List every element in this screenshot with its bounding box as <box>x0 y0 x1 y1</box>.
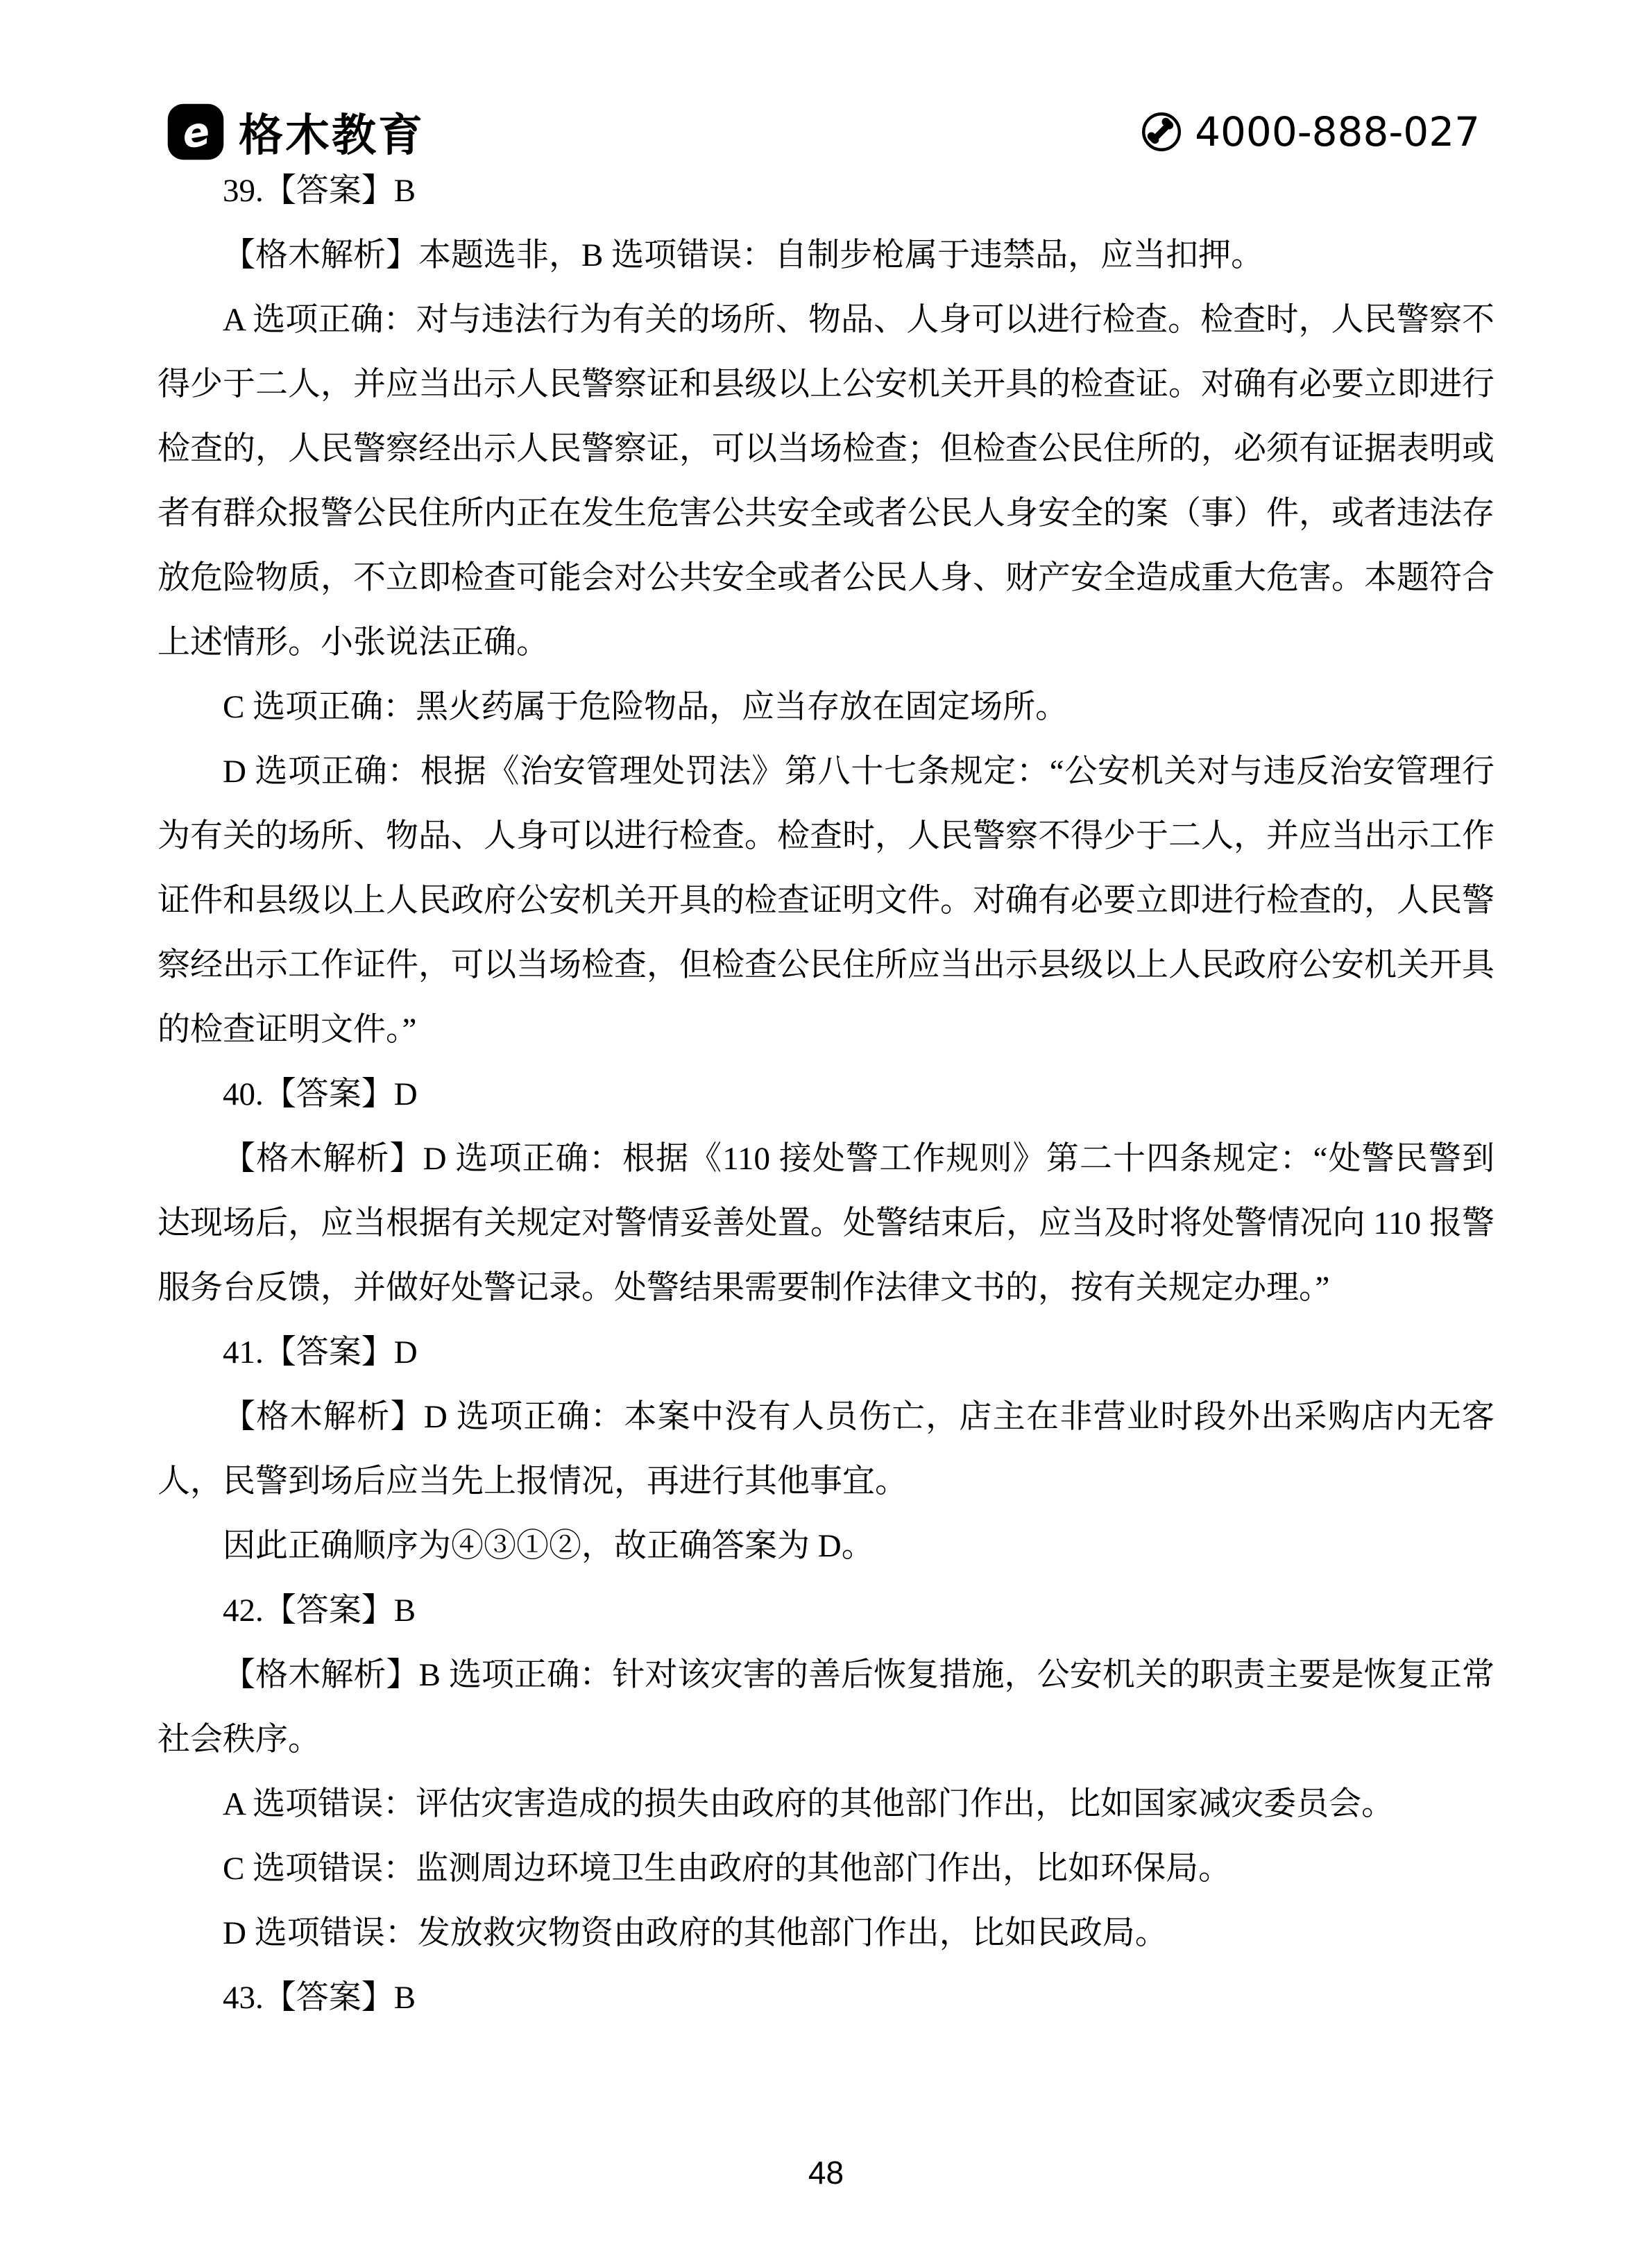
gemu-logo-icon <box>167 103 225 161</box>
paragraph: 40.【答案】D <box>223 1076 418 1112</box>
paragraph: 42.【答案】B <box>223 1593 416 1629</box>
page-number: 48 <box>808 2155 844 2191</box>
svg-text:e: e <box>178 107 214 158</box>
phone-icon <box>1139 110 1184 154</box>
paragraph: 39.【答案】B <box>223 173 416 209</box>
page-footer <box>0 2154 1652 2191</box>
paragraph: 41.【答案】D <box>223 1334 418 1370</box>
brand-name: 格木教育 <box>239 110 425 160</box>
page-header <box>167 96 1480 168</box>
paragraph: D 选项正确：根据《治安管理处罚法》第八十七条规定：“公安机关对与违反治安管理行为有关的场所、物品、人身可以进行检查。检查时，人民警察不得少于二人，并应当出示工作证件和县级以上人民政府公安机关开具的检查证明文件。对确有必要立即进行检查的，人民警察经出示工作证件，可以当场检查，但检查公民住所应当出示县级以上人民政府公安机关开具的检查证明文件。” <box>157 754 1495 1048</box>
phone-number: 4000-888-027 <box>1195 108 1480 155</box>
paragraph: 【格木解析】B 选项正确：针对该灾害的善后恢复措施，公安机关的职责主要是恢复正常社会秩序。 <box>157 1657 1495 1758</box>
paragraph: 【格木解析】D 选项正确：根据《110 接处警工作规则》第二十四条规定：“处警民警到达现场后，应当根据有关规定对警情妥善处置。处警结束后，应当及时将处警情况向 110 报警服务台反馈，并做好处警记录。处警结果需要制作法律文书的，按有关规定办理。” <box>157 1141 1495 1306</box>
paragraph: D 选项错误：发放救灾物资由政府的其他部门作出，比如民政局。 <box>223 1915 1168 1951</box>
paragraph: 因此正确顺序为④③①②，故正确答案为 D。 <box>223 1528 874 1564</box>
paragraph: 43.【答案】B <box>223 1980 416 2016</box>
paragraph: A 选项正确：对与违法行为有关的场所、物品、人身可以进行检查。检查时，人民警察不得少于二人，并应当出示人民警察证和县级以上公安机关开具的检查证。对确有必要立即进行检查的，人民警察经出示人民警察证，可以当场检查；但检查公民住所的，必须有证据表明或者有群众报警公民住所内正在发生危害公共安全或者公民人身安全的案（事）件，或者违法存放危险物质，不立即检查可能会对公共安全或者公民人身、财产安全造成重大危害。本题符合上述情形。小张说法正确。 <box>157 302 1495 661</box>
answer-explanations <box>157 159 1495 2030</box>
phone-contact <box>1139 108 1480 155</box>
paragraph: A 选项错误：评估灾害造成的损失由政府的其他部门作出，比如国家减灾委员会。 <box>223 1786 1395 1822</box>
paragraph: 【格木解析】D 选项正确：本案中没有人员伤亡，店主在非营业时段外出采购店内无客人，民警到场后应当先上报情况，再进行其他事宜。 <box>157 1399 1495 1500</box>
paragraph: C 选项正确：黑火药属于危险物品，应当存放在固定场所。 <box>223 689 1068 725</box>
paragraph: 【格木解析】本题选非，B 选项错误：自制步枪属于违禁品，应当扣押。 <box>223 237 1264 273</box>
paragraph: C 选项错误：监测周边环境卫生由政府的其他部门作出，比如环保局。 <box>223 1851 1232 1887</box>
brand <box>167 100 425 164</box>
